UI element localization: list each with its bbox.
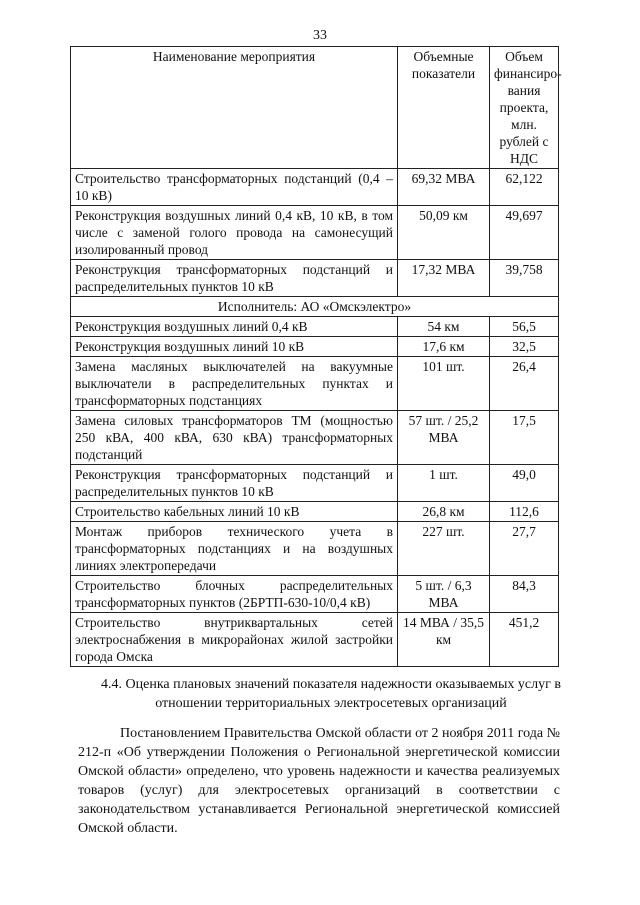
measure-name: Строительство внутриквартальных сетей электроснабжения в микрорайонах жилой застройки города Омска — [71, 613, 398, 667]
measure-volume: 54 км — [398, 317, 490, 337]
measure-financing: 56,5 — [490, 317, 559, 337]
table-row — [71, 337, 559, 357]
table-row — [71, 522, 559, 576]
measure-financing: 27,7 — [490, 522, 559, 576]
measure-financing: 49,697 — [490, 206, 559, 260]
table-header-row — [71, 47, 559, 169]
measure-volume: 57 шт. / 25,2 МВА — [398, 411, 490, 465]
measure-volume: 1 шт. — [398, 465, 490, 502]
measure-financing: 17,5 — [490, 411, 559, 465]
table-row — [71, 576, 559, 613]
measure-financing: 49,0 — [490, 465, 559, 502]
table-row — [71, 169, 559, 206]
measure-financing: 112,6 — [490, 502, 559, 522]
table-row — [71, 317, 559, 337]
measure-name: Реконструкция воздушных линий 0,4 кВ, 10 кВ, в том числе с заменой голого провода на самонесущий изолированный провод — [71, 206, 398, 260]
table-row — [71, 357, 559, 411]
measure-financing: 32,5 — [490, 337, 559, 357]
measures-table — [70, 46, 562, 667]
measure-volume: 26,8 км — [398, 502, 490, 522]
table-row — [71, 206, 559, 260]
body-paragraph: Постановлением Правительства Омской области от 2 ноября 2011 года № 212-п «Об утверждении Положения о Региональной энергетической комиссии Омской области» определено, что уровень надежности и качества реализуемых товаров (услуг) для электросетевых организаций в соответствии с законодательством устанавливается Региональной энергетической комиссией Омской области. — [78, 726, 560, 836]
measure-financing: 62,122 — [490, 169, 559, 206]
measure-volume: 17,32 МВА — [398, 260, 490, 297]
executor-label: Исполнитель: АО «Омскэлектро» — [71, 297, 559, 317]
measure-volume: 69,32 МВА — [398, 169, 490, 206]
measure-name: Реконструкция трансформаторных подстанций и распределительных пунктов 10 кВ — [71, 260, 398, 297]
measure-name: Строительство трансформаторных подстанций (0,4 – 10 кВ) — [71, 169, 398, 206]
table-row — [71, 502, 559, 522]
measure-financing: 84,3 — [490, 576, 559, 613]
measure-name: Монтаж приборов технического учета в трансформаторных подстанциях и на воздушных линиях электропередачи — [71, 522, 398, 576]
table-row — [71, 465, 559, 502]
measure-volume: 50,09 км — [398, 206, 490, 260]
table-row — [71, 411, 559, 465]
measure-name: Строительство кабельных линий 10 кВ — [71, 502, 398, 522]
measure-volume: 14 МВА / 35,5 км — [398, 613, 490, 667]
measure-volume: 227 шт. — [398, 522, 490, 576]
header-financing: Объем финансиро-вания проекта, млн. рублей с НДС — [490, 47, 559, 169]
measure-volume: 17,6 км — [398, 337, 490, 357]
measure-financing: 451,2 — [490, 613, 559, 667]
measure-name: Реконструкция воздушных линий 0,4 кВ — [71, 317, 398, 337]
page-number: 33 — [313, 28, 327, 43]
measure-name: Реконструкция воздушных линий 10 кВ — [71, 337, 398, 357]
table-org-row — [71, 297, 559, 317]
measure-volume: 101 шт. — [398, 357, 490, 411]
table-row — [71, 613, 559, 667]
measure-volume: 5 шт. / 6,3 МВА — [398, 576, 490, 613]
measure-name: Замена силовых трансформаторов ТМ (мощностью 250 кВА, 400 кВА, 630 кВА) трансформаторных подстанций — [71, 411, 398, 465]
measure-name: Замена масляных выключателей на вакуумные выключатели в распределительных пунктах и трансформаторных подстанциях — [71, 357, 398, 411]
measure-financing: 39,758 — [490, 260, 559, 297]
measure-name: Строительство блочных распределительных трансформаторных пунктов (2БРТП-630-10/0,4 кВ) — [71, 576, 398, 613]
section-title: 4.4. Оценка плановых значений показателя надежности оказываемых услуг в отношении территориальных электросетевых организаций — [101, 677, 561, 711]
header-name: Наименование мероприятия — [71, 47, 398, 169]
measure-financing: 26,4 — [490, 357, 559, 411]
table-row — [71, 260, 559, 297]
header-volume: Объемные показатели — [398, 47, 490, 169]
measure-name: Реконструкция трансформаторных подстанций и распределительных пунктов 10 кВ — [71, 465, 398, 502]
